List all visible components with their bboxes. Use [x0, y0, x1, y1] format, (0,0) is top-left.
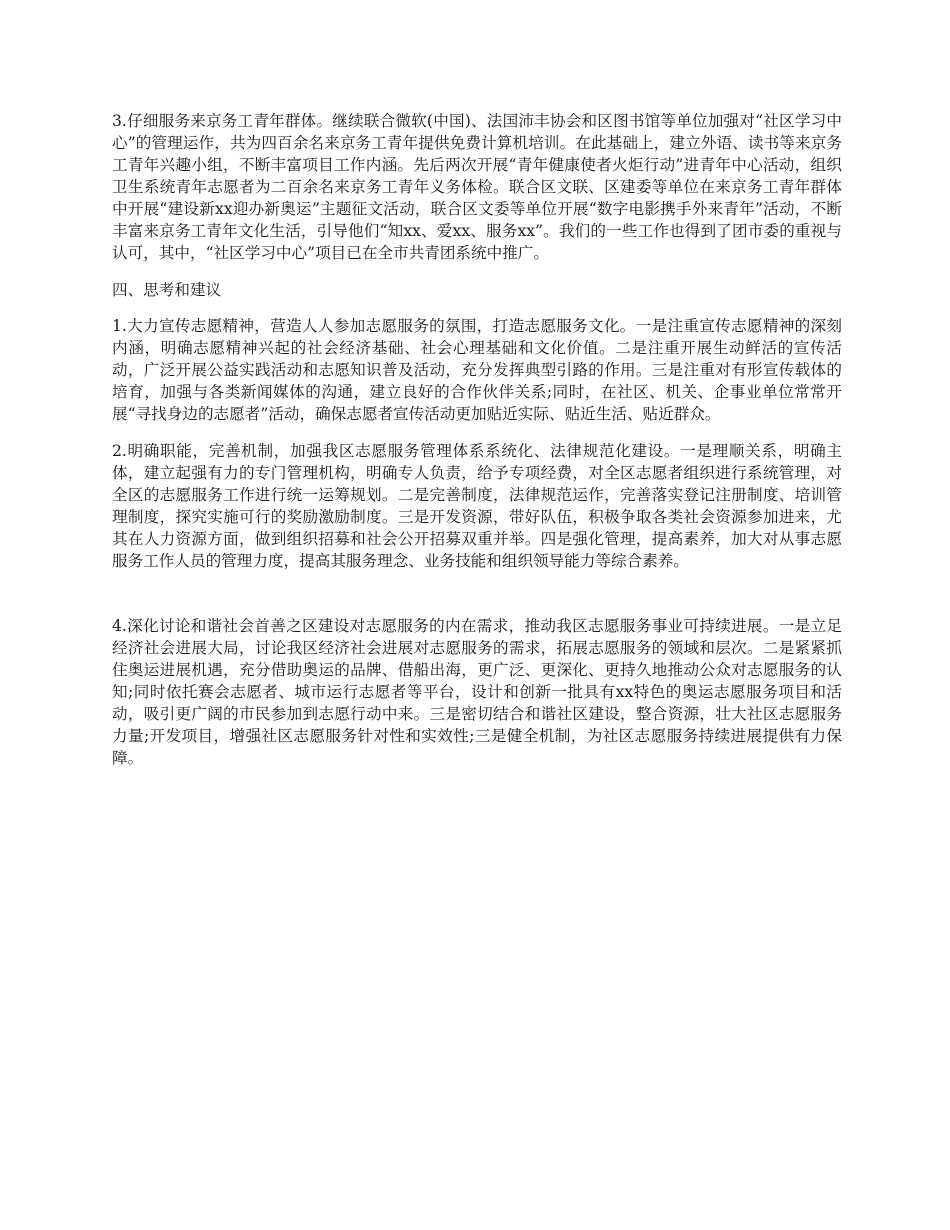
paragraph-1-publicity: 1.大力宣传志愿精神，营造人人参加志愿服务的氛围，打造志愿服务文化。一是注重宣传志愿精神的深刻内涵，明确志愿精神兴起的社会经济基础、社会心理基础和文化价值。二是注重开展生动鲜活的宣传活动，广泛开展公益实践活动和志愿知识普及活动，充分发挥典型引路的作用。三是注重对有形宣传载体的培育，加强与各类新闻媒体的沟通，建立良好的合作伙伴关系;同时，在社区、机关、企事业单位常常开展“寻找身边的志愿者”活动，确保志愿者宣传活动更加贴近实际、贴近生活、贴近群众。 [112, 317, 842, 423]
section-heading-thoughts: 四、思考和建议 [112, 281, 222, 299]
paragraph-2-mechanism: 2.明确职能，完善机制，加强我区志愿服务管理体系系统化、法律规范化建设。一是理顺关系，明确主体，建立起强有力的专门管理机构，明确专人负责，给予专项经费，对全区志愿者组织进行系统管理，对全区的志愿服务工作进行统一运筹规划。二是完善制度，法律规范运作，完善落实登记注册制度、培训管理制度，探究实施可行的奖励激励制度。三是开发资源，带好队伍，积极争取各类社会资源参加进来，尤其在人力资源方面，做到组织招募和社会公开招募双重并举。四是强化管理，提高素养，加大对从事志愿服务工作人员的管理力度，提高其服务理念、业务技能和组织领导能力等综合素养。 [112, 442, 842, 570]
paragraph-4-harmonious-society: 4.深化讨论和谐社会首善之区建设对志愿服务的内在需求，推动我区志愿服务事业可持续进展。一是立足经济社会进展大局，讨论我区经济社会进展对志愿服务的需求，拓展志愿服务的领域和层次。二是紧紧抓住奥运进展机遇，充分借助奥运的品牌、借船出海，更广泛、更深化、更持久地推动公众对志愿服务的认知;同时依托赛会志愿者、城市运行志愿者等平台，设计和创新一批具有xx特色的奥运志愿服务项目和活动，吸引更广阔的市民参加到志愿行动中来。三是密切结合和谐社区建设，整合资源，壮大社区志愿服务力量;开发项目，增强社区志愿服务针对性和实效性;三是健全机制，为社区志愿服务持续进展提供有力保障。 [112, 617, 842, 767]
blank-spacer [112, 587, 842, 615]
document-page [112, 110, 842, 784]
paragraph-3-migrant-youth: 3.仔细服务来京务工青年群体。继续联合微软(中国)、法国沛丰协会和区图书馆等单位加强对“社区学习中心”的管理运作，共为四百余名来京务工青年提供免费计算机培训。在此基础上，建立外语、读书等来京务工青年兴趣小组，不断丰富项目工作内涵。先后两次开展“青年健康使者火炬行动”进青年中心活动，组织卫生系统青年志愿者为二百余名来京务工青年义务体检。联合区文联、区建委等单位在来京务工青年群体中开展“建设新xx迎办新奥运”主题征文活动，联合区文委等单位开展“数字电影携手外来青年”活动，不断丰富来京务工青年文化生活，引导他们“知xx、爱xx、服务xx”。我们的一些工作也得到了团市委的重视与认可，其中，“社区学习中心”项目已在全市共青团系统中推广。 [112, 112, 842, 262]
